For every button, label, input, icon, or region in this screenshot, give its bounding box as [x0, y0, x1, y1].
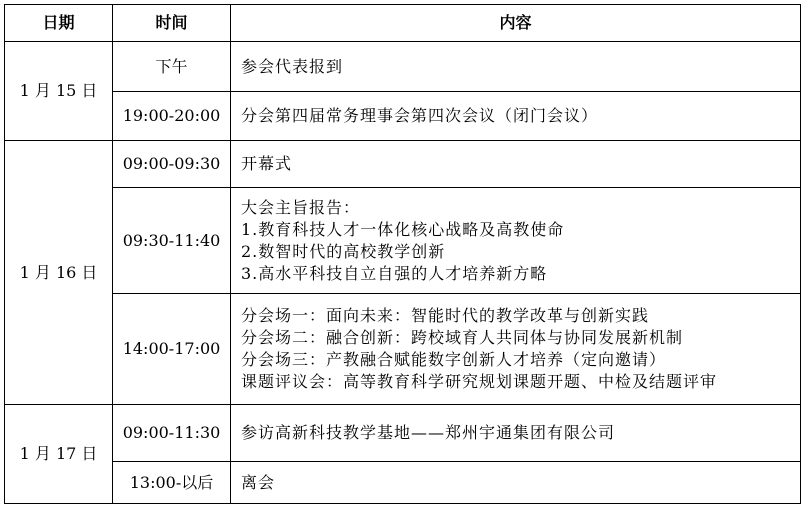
- time-cell: 下午: [113, 42, 231, 92]
- content-line: 3.高水平科技自立自强的人才培养新方略: [241, 263, 548, 283]
- header-time: 时间: [113, 5, 231, 42]
- content-line: 分会场三：产教融合赋能数字创新人才培养（定向邀请）: [241, 350, 667, 369]
- time-cell: 14:00-17:00: [113, 294, 231, 405]
- table-row: [5, 405, 801, 462]
- content-line: 开幕式: [241, 154, 293, 173]
- table-row: [5, 42, 801, 92]
- content-cell: [231, 92, 801, 141]
- table-row: [5, 92, 801, 141]
- content-line: 离会: [241, 472, 276, 492]
- content-line: 分会场二：融合创新：跨校域育人共同体与协同发展新机制: [241, 328, 684, 347]
- table-row: [5, 294, 801, 405]
- content-line: 参会代表报到: [241, 56, 344, 76]
- content-cell: [231, 188, 801, 294]
- time-cell: 13:00-以后: [113, 462, 231, 504]
- time-cell: 09:30-11:40: [113, 188, 231, 294]
- time-cell: 09:00-11:30: [113, 405, 231, 462]
- date-cell: 1 月 17 日: [5, 405, 113, 504]
- content-line: 1.教育科技人才一体化核心战略及高教使命: [241, 219, 565, 239]
- date-cell: 1 月 16 日: [5, 141, 113, 405]
- content-line: 参访高新科技教学基地——郑州宇通集团有限公司: [241, 423, 616, 442]
- time-cell: 19:00-20:00: [113, 92, 231, 141]
- content-line: 分会第四届常务理事会第四次会议（闭门会议）: [241, 106, 599, 125]
- content-line: 2.数智时代的高校教学创新: [241, 241, 446, 261]
- content-cell: [231, 462, 801, 504]
- header-row: [5, 5, 801, 42]
- table-row: [5, 462, 801, 504]
- schedule-table: [4, 4, 801, 504]
- content-line: 课题评议会：高等教育科学研究规划课题开题、中检及结题评审: [241, 372, 718, 391]
- header-content: 内容: [231, 5, 801, 42]
- content-cell: [231, 405, 801, 462]
- time-cell: 09:00-09:30: [113, 141, 231, 188]
- content-cell: [231, 42, 801, 92]
- content-line: 大会主旨报告：: [241, 197, 361, 217]
- date-cell: 1 月 15 日: [5, 42, 113, 141]
- content-cell: [231, 294, 801, 405]
- content-line: 分会场一：面向未来：智能时代的教学改革与创新实践: [241, 306, 650, 325]
- header-date: 日期: [5, 5, 113, 42]
- table-row: [5, 141, 801, 188]
- table-row: [5, 188, 801, 294]
- content-cell: [231, 141, 801, 188]
